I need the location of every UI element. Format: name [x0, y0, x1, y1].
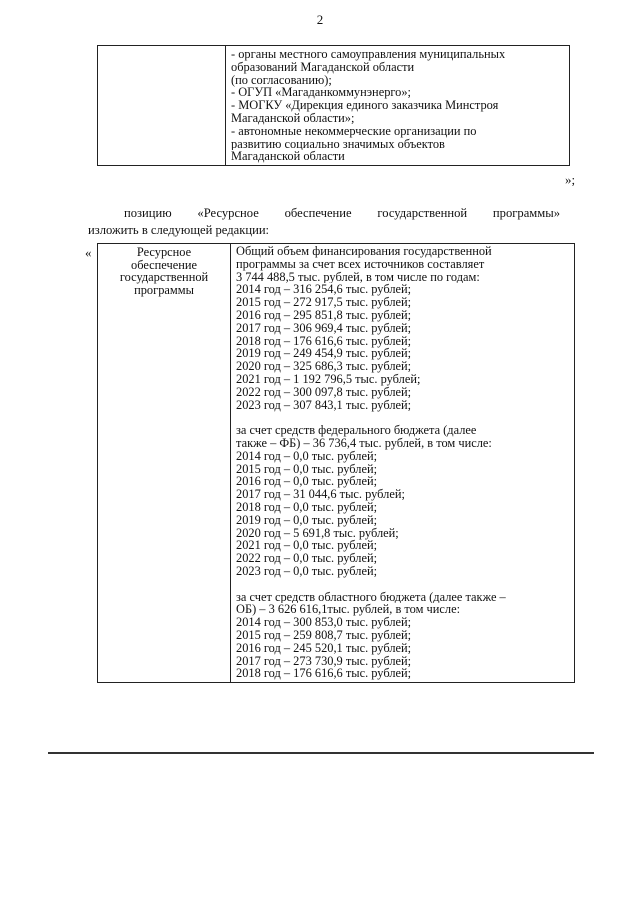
year-line: 2015 год – 259 808,7 тыс. рублей;	[236, 627, 412, 642]
executor-line: - ОГУП «Магаданкоммунэнерго»;	[231, 85, 411, 100]
year-line: 2018 год – 0,0 тыс. рублей;	[236, 499, 378, 514]
federal-line: за счет средств федерального бюджета (далее	[236, 424, 477, 437]
executor-line: - МОГКУ «Дирекция единого заказчика Минстроя	[231, 99, 499, 112]
federal-line: также – ФБ) – 36 736,4 тыс. рублей, в том числе:	[236, 436, 492, 450]
year-line: 2018 год – 176 616,6 тыс. рублей;	[236, 666, 412, 681]
year-line: 2020 год – 325 686,3 тыс. рублей;	[236, 359, 412, 374]
year-line: 2016 год – 0,0 тыс. рублей;	[236, 474, 378, 489]
year-line: 2017 год – 31 044,6 тыс. рублей;	[236, 487, 405, 502]
resource-table	[97, 243, 575, 683]
year-line: 2014 год – 0,0 тыс. рублей;	[236, 448, 378, 463]
year-line: 2022 год – 300 097,8 тыс. рублей;	[236, 384, 412, 399]
year-line: 2017 год – 273 730,9 тыс. рублей;	[236, 653, 412, 668]
label-line: обеспечение	[131, 257, 197, 272]
year-line: 2021 год – 1 192 796,5 тыс. рублей;	[236, 371, 421, 386]
regional-line: ОБ) – 3 626 616,1тыс. рублей, в том числе:	[236, 603, 461, 617]
executors-cell	[226, 46, 570, 166]
year-line: 2015 год – 272 917,5 тыс. рублей;	[236, 295, 412, 310]
label-line: государственной	[119, 270, 209, 285]
year-line: 2020 год – 5 691,8 тыс. рублей;	[236, 525, 399, 540]
year-line: 2017 год – 306 969,4 тыс. рублей;	[236, 320, 412, 335]
regional-line: за счет средств областного бюджета (далее также –	[236, 590, 506, 604]
year-line: 2023 год – 307 843,1 тыс. рублей;	[236, 397, 412, 412]
executor-line: - автономные некоммерческие организации по	[231, 124, 477, 138]
resource-value-cell	[231, 244, 575, 683]
executor-line: Магаданской области»;	[231, 110, 355, 125]
label-line: программы	[134, 282, 194, 297]
executor-line: (по согласованию);	[231, 72, 332, 87]
year-line: 2019 год – 249 454,9 тыс. рублей;	[236, 346, 412, 361]
executor-line: развитию социально значимых объектов	[231, 137, 445, 151]
year-line: 2015 год – 0,0 тыс. рублей;	[236, 461, 378, 476]
year-line: 2023 год – 0,0 тыс. рублей;	[236, 563, 378, 578]
total-line: 3 744 488,5 тыс. рублей, в том числе по годам:	[236, 270, 480, 284]
spacer	[236, 411, 570, 424]
label-line: Ресурсное	[136, 245, 192, 259]
year-line: 2014 год – 300 853,0 тыс. рублей;	[236, 615, 412, 630]
year-line: 2022 год – 0,0 тыс. рублей;	[236, 551, 378, 566]
instruction-line-2: изложить в следующей редакции:	[88, 223, 270, 237]
year-line: 2018 год – 176 616,6 тыс. рублей;	[236, 333, 412, 348]
year-line: 2019 год – 0,0 тыс. рублей;	[236, 512, 378, 527]
year-line: 2014 год – 316 254,6 тыс. рублей;	[236, 282, 412, 297]
closing-quote: »;	[565, 172, 576, 187]
year-line: 2016 год – 295 851,8 тыс. рублей;	[236, 307, 412, 322]
opening-quote: «	[85, 245, 92, 260]
page-bottom-rule	[48, 752, 594, 754]
continuation-table	[97, 45, 570, 166]
spacer	[236, 578, 570, 591]
year-line: 2021 год – 0,0 тыс. рублей;	[236, 538, 378, 553]
empty-label-cell	[98, 46, 226, 166]
instruction-line-1: позицию «Ресурсное обеспечение государственной программы»	[124, 206, 560, 220]
executor-line: образований Магаданской области	[231, 60, 415, 74]
executor-line: - органы местного самоуправления муниципальных	[231, 48, 506, 61]
executor-line: Магаданской области	[231, 149, 345, 164]
page-number: 2	[316, 12, 324, 27]
resource-label-cell	[98, 244, 231, 683]
total-line: программы за счет всех источников составляет	[236, 257, 485, 271]
total-line: Общий объем финансирования государственной	[236, 245, 492, 258]
year-line: 2016 год – 245 520,1 тыс. рублей;	[236, 640, 412, 655]
